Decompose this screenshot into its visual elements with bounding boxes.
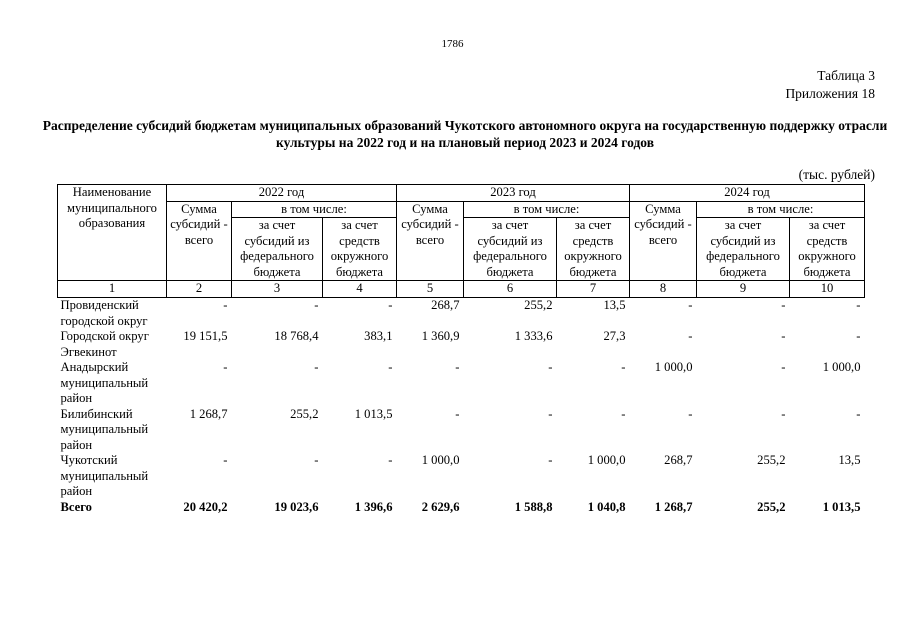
header-year-2022: 2022 год <box>167 185 397 202</box>
header-year-2023: 2023 год <box>397 185 630 202</box>
cell-value: - <box>621 360 626 374</box>
header-sum-2022: Сумма субсидий - всего <box>167 201 232 281</box>
cell-value: - <box>548 360 553 374</box>
header-federal-2024: за счет субсидий из федерального бюджета <box>697 218 790 281</box>
cell-value: 27,3 <box>603 329 626 343</box>
header-regional-2022: за счет средств окружного бюджета <box>323 218 397 281</box>
total-value: 255,2 <box>757 499 786 514</box>
col-number: 10 <box>790 281 865 298</box>
cell-value: - <box>688 298 693 312</box>
table-header <box>58 185 865 281</box>
cell-value: - <box>781 329 786 343</box>
row-name: Чукотский муниципальный район <box>60 453 149 498</box>
cell-value: - <box>781 360 786 374</box>
col-number: 3 <box>232 281 323 298</box>
cell-value: - <box>781 406 786 421</box>
table-row <box>58 453 865 500</box>
cell-value: 1 268,7 <box>189 406 228 421</box>
header-federal-2022: за счет субсидий из федерального бюджета <box>232 218 323 281</box>
cell-value: 255,2 <box>757 453 786 467</box>
cell-value: - <box>223 360 228 374</box>
row-name: Городской округ Эгвекинот <box>60 329 149 359</box>
row-name: Провиденский городской округ <box>60 298 148 328</box>
col-number: 1 <box>58 281 167 298</box>
total-value: 1 013,5 <box>822 499 861 514</box>
total-row <box>58 500 865 516</box>
document-title: Распределение субсидий бюджетам муниципальных образований Чукотского автономного округа на государственную поддержку отрасли культуры на 2022 год и на плановый период 2023 и 2024 годов <box>42 118 888 150</box>
cell-value: 1 000,0 <box>587 453 626 467</box>
total-value: 20 420,2 <box>183 499 228 514</box>
table-row <box>58 298 865 330</box>
cell-value: - <box>223 298 228 312</box>
total-value: 1 040,8 <box>587 499 626 514</box>
page-number: 1786 <box>441 38 464 50</box>
cell-value: 1 013,5 <box>354 406 393 421</box>
cell-value: 13,5 <box>603 298 626 312</box>
header-including-2022: в том числе: <box>232 201 397 218</box>
total-value: 2 629,6 <box>421 499 460 514</box>
cell-value: 1 000,0 <box>822 360 861 374</box>
header-federal-2023: за счет субсидий из федерального бюджета <box>464 218 557 281</box>
cell-value: - <box>621 406 626 421</box>
cell-value: - <box>781 298 786 312</box>
cell-value: 268,7 <box>664 453 693 467</box>
table-row <box>58 407 865 454</box>
col-number: 9 <box>697 281 790 298</box>
row-name: Билибинский муниципальный район <box>60 406 149 452</box>
cell-value: - <box>455 360 460 374</box>
cell-value: - <box>314 360 319 374</box>
cell-value: 19 151,5 <box>183 329 228 343</box>
cell-value: 1 360,9 <box>421 329 460 343</box>
col-number: 4 <box>323 281 397 298</box>
cell-value: 1 000,0 <box>421 453 460 467</box>
header-regional-2024: за счет средств окружного бюджета <box>790 218 865 281</box>
header-sum-2023: Сумма субсидий - всего <box>397 201 464 281</box>
units-label: (тыс. рублей) <box>798 167 875 182</box>
cell-value: - <box>856 298 861 312</box>
cell-value: 1 333,6 <box>514 329 553 343</box>
table-body <box>58 281 865 516</box>
cell-value: - <box>314 298 319 312</box>
cell-value: - <box>548 406 553 421</box>
col-number: 6 <box>464 281 557 298</box>
cell-value: - <box>223 453 228 467</box>
header-including-2023: в том числе: <box>464 201 630 218</box>
cell-value: - <box>548 453 553 467</box>
col-number: 5 <box>397 281 464 298</box>
header-year-2024: 2024 год <box>630 185 865 202</box>
table-ref-line1: Таблица 3 <box>817 68 875 83</box>
col-number: 8 <box>630 281 697 298</box>
cell-value: 268,7 <box>431 298 460 312</box>
cell-value: - <box>455 406 460 421</box>
row-name: Анадырский муниципальный район <box>60 360 149 405</box>
cell-value: 255,2 <box>524 298 553 312</box>
cell-value: - <box>388 453 393 467</box>
total-value: 1 396,6 <box>354 499 393 514</box>
cell-value: - <box>688 406 693 421</box>
table-row <box>58 360 865 407</box>
cell-value: 255,2 <box>290 406 319 421</box>
col-number: 2 <box>167 281 232 298</box>
table-ref-line2: Приложения 18 <box>785 86 875 101</box>
cell-value: - <box>856 329 861 343</box>
total-value: 1 588,8 <box>514 499 553 514</box>
col-number: 7 <box>557 281 630 298</box>
header-name-col: Наименование муниципального образования <box>58 185 167 281</box>
table-row <box>58 329 865 360</box>
cell-value: - <box>388 298 393 312</box>
total-value: 1 268,7 <box>654 499 693 514</box>
cell-value: 18 768,4 <box>274 329 319 343</box>
subsidy-table <box>57 184 865 515</box>
total-value: 19 023,6 <box>274 499 319 514</box>
total-label: Всего <box>60 499 92 514</box>
header-regional-2023: за счет средств окружного бюджета <box>557 218 630 281</box>
cell-value: 13,5 <box>838 453 861 467</box>
column-numbers-row <box>58 281 865 298</box>
cell-value: 1 000,0 <box>654 360 693 374</box>
cell-value: 383,1 <box>364 329 393 343</box>
header-including-2024: в том числе: <box>697 201 865 218</box>
cell-value: - <box>688 329 693 343</box>
cell-value: - <box>314 453 319 467</box>
header-sum-2024: Сумма субсидий - всего <box>630 201 697 281</box>
cell-value: - <box>388 360 393 374</box>
cell-value: - <box>856 406 861 421</box>
